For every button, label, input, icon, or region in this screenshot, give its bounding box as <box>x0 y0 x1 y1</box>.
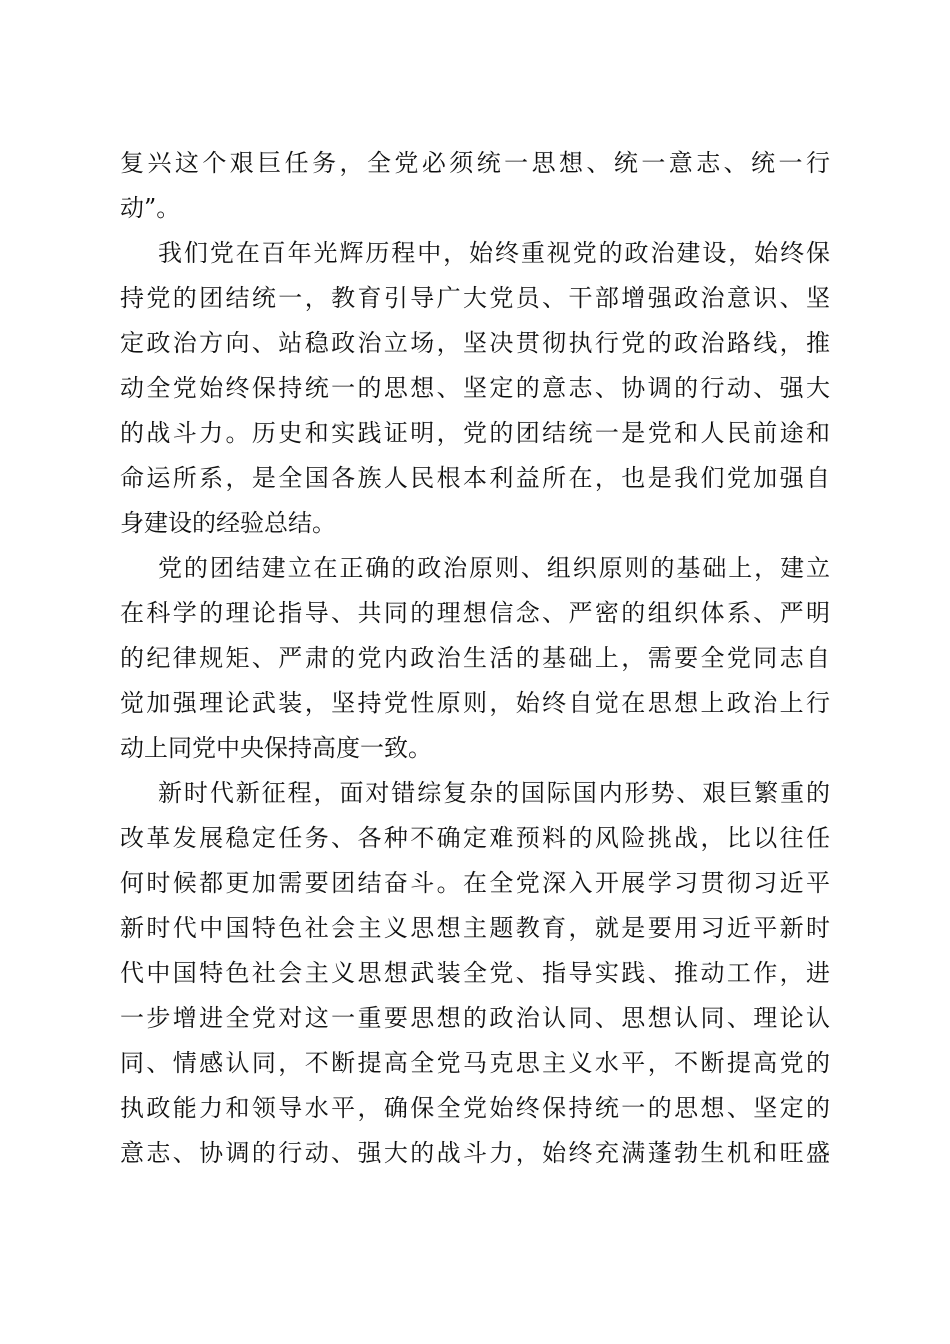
text-line: 动全党始终保持统一的思想、坚定的意志、协调的行动、强大 <box>120 374 830 402</box>
text-line: 同、情感认同，不断提高全党马克思主义水平，不断提高党的 <box>120 1049 830 1077</box>
text-line: 执政能力和领导水平，确保全党始终保持统一的思想、坚定的 <box>120 1094 830 1122</box>
text-line: 新时代中国特色社会主义思想主题教育，就是要用习近平新时 <box>120 914 830 942</box>
text-line: 定政治方向、站稳政治立场，坚决贯彻执行党的政治路线，推 <box>120 329 830 357</box>
body-text <box>120 141 830 1176</box>
paragraph-party-unity <box>120 546 830 771</box>
text-line: 我们党在百年光辉历程中，始终重视党的政治建设，始终保 <box>158 239 830 267</box>
text-line: 一步增进全党对这一重要思想的政治认同、思想认同、理论认 <box>120 1004 830 1032</box>
text-line: 命运所系，是全国各族人民根本利益所在，也是我们党加强自 <box>120 464 830 492</box>
text-line: 何时候都更加需要团结奋斗。在全党深入开展学习贯彻习近平 <box>120 869 830 897</box>
paragraph-party-history <box>120 231 830 546</box>
text-line: 代中国特色社会主义思想武装全党、指导实践、推动工作，进 <box>120 959 830 987</box>
paragraph-new-era <box>120 771 830 1176</box>
text-line: 的纪律规矩、严肃的党内政治生活的基础上，需要全党同志自 <box>120 644 830 672</box>
text-line: 新时代新征程，面对错综复杂的国际国内形势、艰巨繁重的 <box>158 779 830 807</box>
text-line: 动上同党中央保持高度一致。 <box>120 734 432 762</box>
text-line: 改革发展稳定任务、各种不确定难预料的风险挑战，比以往任 <box>120 824 830 852</box>
text-line: 意志、协调的行动、强大的战斗力，始终充满蓬勃生机和旺盛 <box>120 1139 830 1167</box>
paragraph-continuation <box>120 141 830 231</box>
text-line: 持党的团结统一，教育引导广大党员、干部增强政治意识、坚 <box>120 284 830 312</box>
text-line: 觉加强理论武装，坚持党性原则，始终自觉在思想上政治上行 <box>120 689 830 717</box>
text-line: 身建设的经验总结。 <box>120 509 336 537</box>
text-line: 在科学的理论指导、共同的理想信念、严密的组织体系、严明 <box>120 599 830 627</box>
text-line: 动”。 <box>120 194 181 222</box>
text-line: 的战斗力。历史和实践证明，党的团结统一是党和人民前途和 <box>120 419 830 447</box>
text-line: 党的团结建立在正确的政治原则、组织原则的基础上，建立 <box>158 554 830 582</box>
text-line: 复兴这个艰巨任务，全党必须统一思想、统一意志、统一行 <box>120 149 830 177</box>
